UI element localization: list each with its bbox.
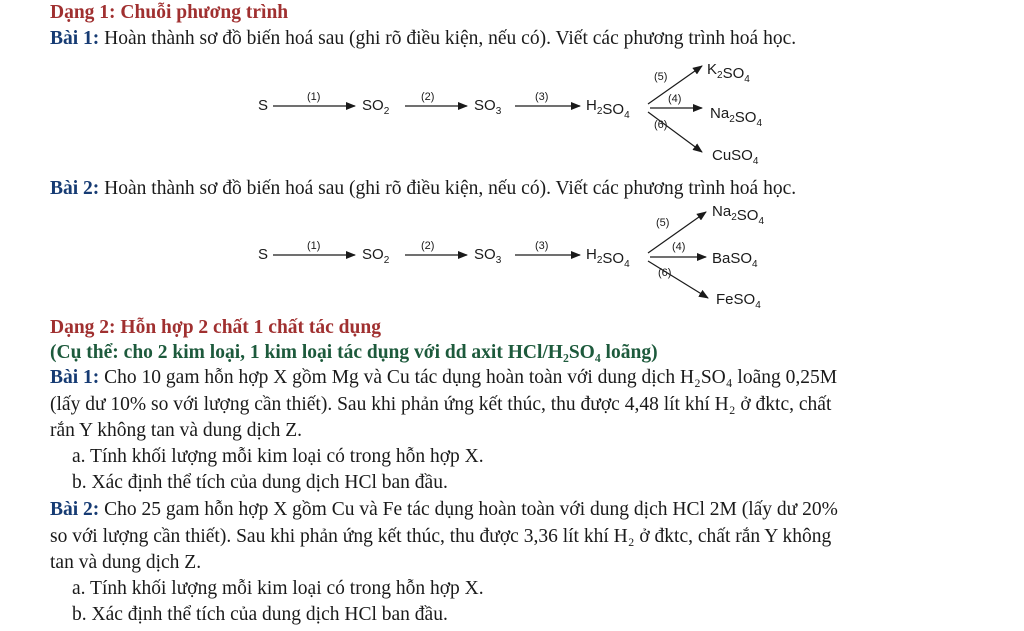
step-5: (5) bbox=[654, 71, 668, 83]
s2-ex2-question-a: a. Tính khối lượng mỗi kim loại có trong hỗn hợp X. bbox=[72, 578, 484, 599]
s2-ex2-line2: so với lượng cần thiết). Sau khi phản ứng kết thúc, thu được 3,36 lít khí H₂ ở đktc, chất rắn Y không bbox=[50, 526, 832, 547]
step-2: (2) bbox=[421, 91, 435, 103]
node-na2so4-2: $Na_2SO_4$ bbox=[712, 203, 764, 227]
step-4-2: (4) bbox=[672, 241, 686, 253]
step-2-2: (2) bbox=[421, 240, 435, 252]
s2-ex2-question-b: b. Xác định thể tích của dung dịch HCl ban đầu. bbox=[72, 604, 448, 625]
ex2-label: Bài 2: bbox=[50, 178, 100, 199]
s2-ex2-line3: tan và dung dịch Z. bbox=[50, 552, 202, 573]
section1-heading: Dạng 1: Chuỗi phương trình bbox=[50, 2, 289, 23]
step-3-2: (3) bbox=[535, 240, 549, 252]
s2-ex1-question-b: b. Xác định thể tích của dung dịch HCl ban đầu. bbox=[72, 472, 448, 493]
s2-ex1-line2: (lấy dư 10% so với lượng cần thiết). Sau khi phản ứng kết thúc, thu được 4,48 lít khí H₂ ở đktc, chất bbox=[50, 394, 832, 415]
s2-ex1-line1-text: Cho 10 gam hỗn hợp X gồm Mg và Cu tác dụng hoàn toàn với dung dịch H₂SO₄ loãng 0,25M bbox=[99, 367, 838, 388]
node-so2: $SO_2$ bbox=[362, 97, 390, 117]
s2-ex2-label: Bài 2: bbox=[50, 499, 100, 520]
node-so2-2: $SO_2$ bbox=[362, 246, 390, 266]
node-so3: $SO_3$ bbox=[474, 97, 502, 117]
node-feso4-2: FeSO$_4$ bbox=[716, 291, 761, 311]
scheme-2 bbox=[258, 203, 764, 311]
step-6-2: (6) bbox=[658, 267, 672, 279]
section2-subheading: (Cụ thể: cho 2 kim loại, 1 kim loại tác dụng với dd axit HCl/H₂SO₄ loãng) bbox=[50, 342, 658, 363]
section2-heading: Dạng 2: Hỗn hợp 2 chất 1 chất tác dụng bbox=[50, 317, 381, 338]
node-baso4-2: BaSO$_4$ bbox=[712, 250, 758, 270]
s2-ex2-line1 bbox=[50, 499, 838, 521]
node-so3-2: $SO_3$ bbox=[474, 246, 502, 266]
node-s-2: S bbox=[258, 246, 269, 263]
node-s: S bbox=[258, 97, 269, 114]
s2-ex1-label: Bài 1: bbox=[50, 367, 100, 388]
node-k2so4: $K_2SO_4$ bbox=[707, 61, 750, 85]
step-3: (3) bbox=[535, 91, 549, 103]
step-5-2: (5) bbox=[656, 217, 670, 229]
arrow-6-2 bbox=[648, 261, 708, 298]
step-6: (6) bbox=[654, 119, 668, 131]
node-h2so4-2: $H_2SO_4$ bbox=[586, 246, 630, 270]
scheme-1 bbox=[258, 61, 762, 167]
s2-ex1-line3: rắn Y không tan và dung dịch Z. bbox=[50, 420, 302, 441]
step-1: (1) bbox=[307, 91, 321, 103]
s2-ex1-line1 bbox=[50, 367, 837, 389]
node-na2so4: $Na_2SO_4$ bbox=[710, 105, 762, 129]
node-h2so4: $H_2SO_4$ bbox=[586, 97, 630, 121]
arrow-6 bbox=[648, 112, 702, 152]
node-cuso4: CuSO$_4$ bbox=[712, 147, 759, 167]
ex2-text: Hoàn thành sơ đồ biến hoá sau (ghi rõ điều kiện, nếu có). Viết các phương trình hoá học. bbox=[99, 178, 797, 199]
s2-ex1-question-a: a. Tính khối lượng mỗi kim loại có trong hỗn hợp X. bbox=[72, 446, 484, 467]
step-4: (4) bbox=[668, 93, 682, 105]
ex1-label: Bài 1: bbox=[50, 28, 100, 49]
step-1-2: (1) bbox=[307, 240, 321, 252]
ex1-text: Hoàn thành sơ đồ biến hoá sau (ghi rõ điều kiện, nếu có). Viết các phương trình hoá học. bbox=[99, 28, 797, 49]
s2-ex2-line1-text: Cho 25 gam hỗn hợp X gồm Cu và Fe tác dụng hoàn toàn với dung dịch HCl 2M (lấy dư 20% bbox=[99, 499, 838, 520]
